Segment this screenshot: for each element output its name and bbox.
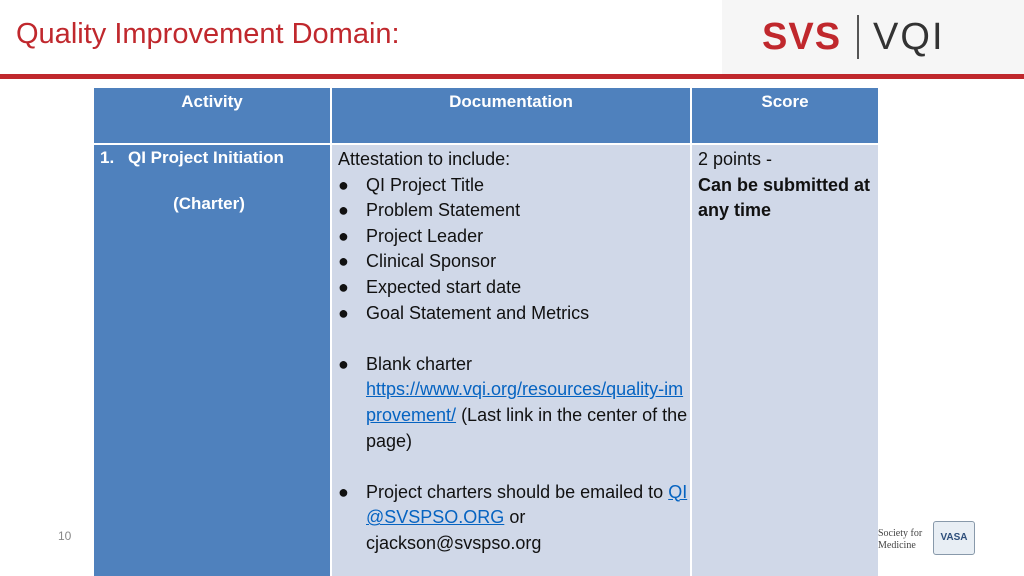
bullet-icon: ● (338, 276, 349, 297)
score-points: 2 points - (698, 149, 773, 169)
list-item (338, 173, 690, 199)
list-item-text: Problem Statement (366, 200, 521, 221)
bullet-icon: ● (338, 353, 349, 374)
list-item-text: Expected start date (366, 276, 522, 297)
page-number: 10 (58, 529, 72, 543)
activity-cell (94, 145, 330, 576)
activity-title (100, 148, 330, 168)
list-item-text: Clinical Sponsor (366, 251, 497, 272)
activity-subtitle: (Charter) (173, 194, 245, 213)
documentation-list (338, 173, 690, 327)
list-item-text: Project Leader (366, 225, 484, 246)
column-header-documentation: Documentation (332, 88, 690, 143)
logo-svs-text: SVS (762, 15, 842, 58)
activity-table (94, 88, 878, 576)
svs-vqi-logo (722, 0, 1024, 74)
score-cell (692, 145, 878, 576)
or-text: or (509, 507, 526, 528)
email-list (338, 480, 690, 557)
email-link[interactable]: QI@SVSPSO.ORG (366, 481, 688, 528)
list-item (338, 275, 690, 301)
bullet-icon: ● (338, 174, 349, 195)
list-item (338, 249, 690, 275)
score-note: Can be submitted at any time (698, 174, 871, 221)
list-item (338, 480, 690, 557)
blank-charter-list (338, 352, 690, 454)
column-header-score: Score (692, 88, 878, 143)
list-item (338, 224, 690, 250)
page-title: Quality Improvement Domain: (16, 18, 400, 50)
documentation-cell (332, 145, 690, 576)
society-logo: Society for Medicine (878, 528, 923, 551)
email-alt: cjackson@svspso.org (366, 532, 542, 553)
logo-vqi-text: VQI (873, 15, 945, 58)
list-item-text: Goal Statement and Metrics (366, 302, 590, 323)
bullet-icon: ● (338, 302, 349, 323)
blank-charter-label: Blank charter (366, 353, 473, 374)
title-divider (0, 74, 1024, 79)
list-item-text: QI Project Title (366, 174, 485, 195)
list-item (338, 301, 690, 327)
activity-number: 1. (100, 148, 115, 167)
logo-divider (857, 15, 859, 59)
list-item (338, 352, 690, 454)
bullet-icon: ● (338, 251, 349, 272)
documentation-intro: Attestation to include: (338, 149, 511, 169)
activity-name: QI Project Initiation (128, 148, 284, 167)
list-item (338, 198, 690, 224)
blank-charter-link[interactable]: https://www.vqi.org/resources/quality-improvement/ (366, 379, 684, 425)
bullet-icon: ● (338, 225, 349, 246)
column-header-activity: Activity (94, 88, 330, 143)
bullet-icon: ● (338, 200, 349, 221)
bullet-icon: ● (338, 481, 349, 502)
emailed-text: Project charters should be emailed to (366, 481, 664, 502)
blank-charter-note: (Last link in the center of the page) (366, 404, 688, 451)
vasa-logo: VASA (933, 521, 975, 555)
